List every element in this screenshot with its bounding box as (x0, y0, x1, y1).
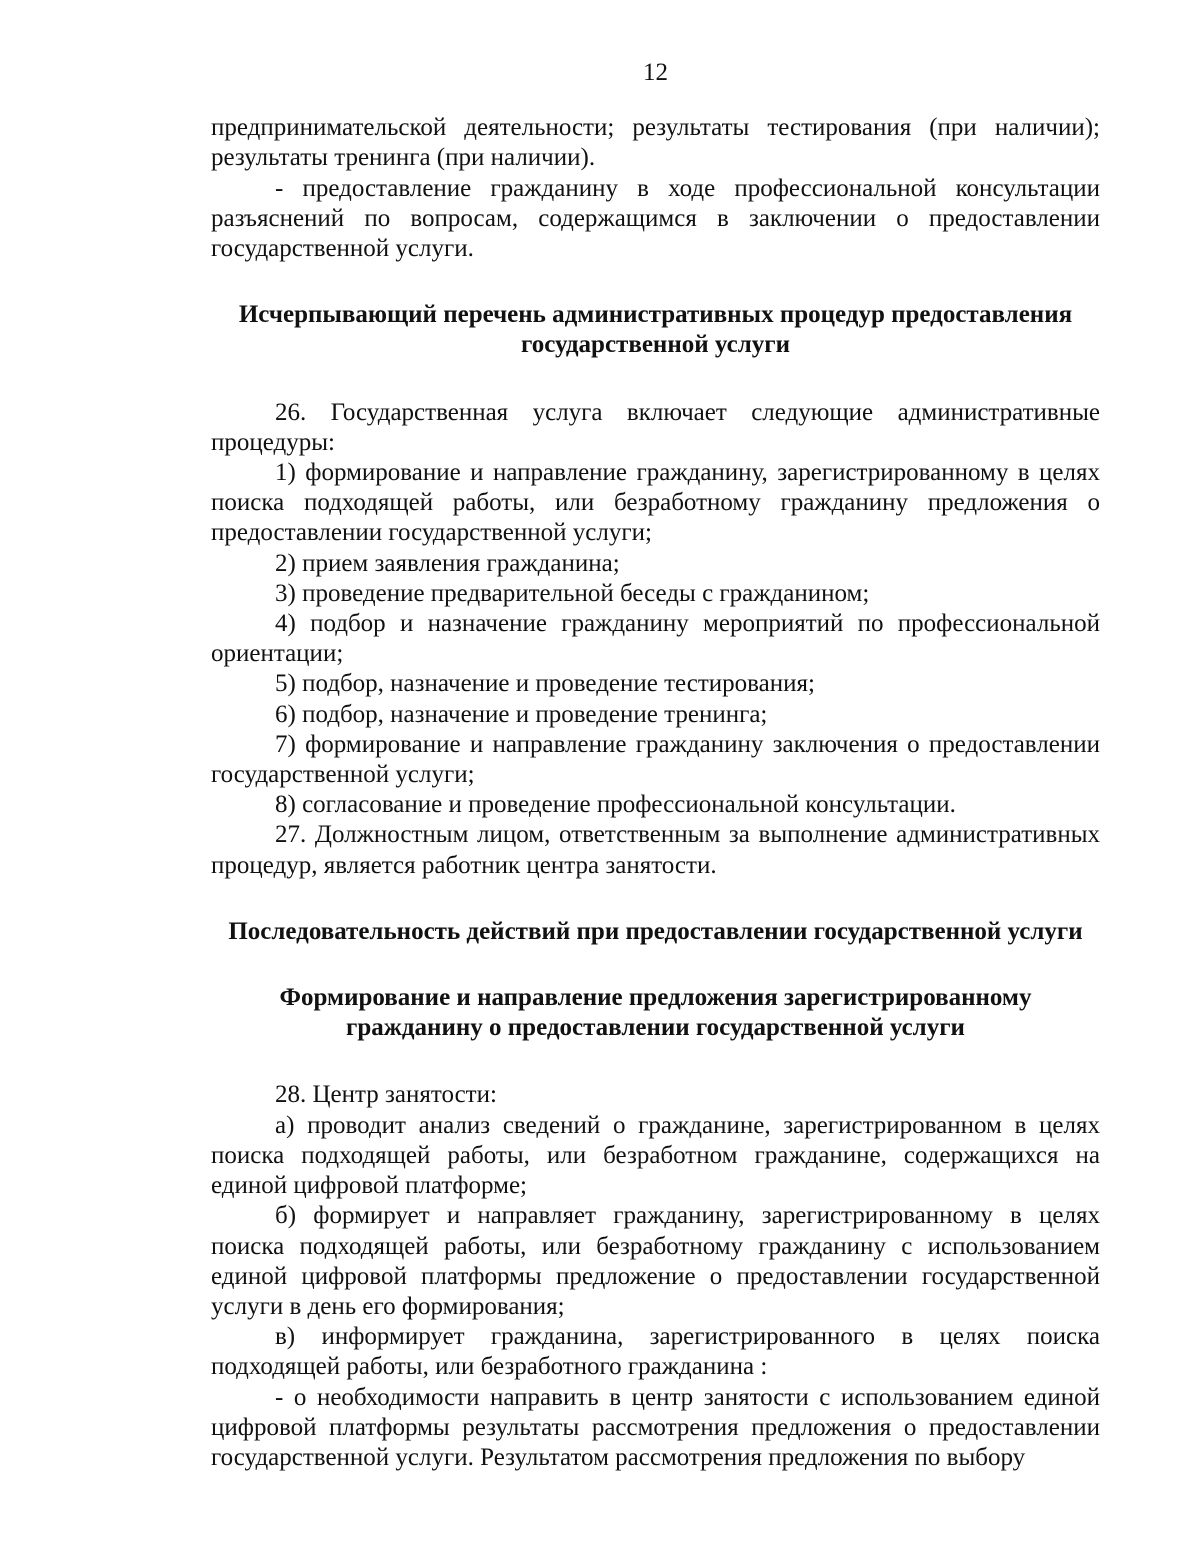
list-item-28-b: б) формирует и направляет гражданину, зарегистрированному в целях поиска подходящей работы, или безработному гражданину с использованием единой цифровой платформы предложение о предоставлении государственной услуги в день его формирования; (211, 1202, 1100, 1320)
list-item-26-7: 7) формирование и направление гражданину заключения о предоставлении государственной услуги; (211, 730, 1100, 789)
page-number: 12 (643, 59, 668, 86)
paragraph-continuation: предпринимательской деятельности; результаты тестирования (при наличии); результаты тренинга (при наличии). (211, 114, 1100, 172)
paragraph-26-intro: 26. Государственная услуга включает следующие административные процедуры: (211, 398, 1100, 456)
paragraph-28-intro: 28. Центр занятости: (275, 1081, 497, 1109)
list-item-26-1: 1) формирование и направление гражданину, зарегистрированному в целях поиска подходящей работы, или безработному гражданину предложения о предоставлении государственной услуги; (211, 459, 1100, 547)
list-item-28-v: в) информирует гражданина, зарегистрированного в целях поиска подходящей работы, или безработного гражданина : (211, 1323, 1100, 1381)
paragraph-27: 27. Должностным лицом, ответственным за выполнение административных процедур, является работник центра занятости. (211, 821, 1100, 879)
section-heading-sequence: Последовательность действий при предоставлении государственной услуги (228, 917, 1083, 945)
list-item-26-6: 6) подбор, назначение и проведение тренинга; (275, 700, 768, 728)
list-item-28-a: а) проводит анализ сведений о гражданине, зарегистрированном в целях поиска подходящей работы, или безработном гражданине, содержащихся на единой цифровой платформе; (211, 1111, 1100, 1200)
list-item-26-5: 5) подбор, назначение и проведение тестирования; (275, 670, 815, 698)
list-item-26-4: 4) подбор и назначение гражданину мероприятий по профессиональной ориентации; (211, 610, 1100, 668)
section-heading-procedures-list: Исчерпывающий перечень административных процедур предоставления государственной услуги (238, 301, 1073, 359)
list-item-26-2: 2) прием заявления гражданина; (275, 549, 620, 577)
subsection-heading-offer: Формирование и направление предложения зарегистрированному гражданину о предоставлении государственной услуги (279, 984, 1032, 1042)
list-item-26-3: 3) проведение предварительной беседы с гражданином; (275, 579, 870, 607)
list-item-28-dash: - о необходимости направить в центр занятости с использованием единой цифровой платформы результаты рассмотрения предложения о предоставлении государственной услуги. Результатом рассмотрения предложения по выбору (211, 1383, 1100, 1471)
list-item-26-8: 8) согласование и проведение профессиональной консультации. (275, 791, 956, 819)
document-page (211, 58, 1100, 1473)
paragraph-consultation-clarification: - предоставление гражданину в ходе профессиональной консультации разъяснений по вопросам, содержащимся в заключении о предоставлении государственной услуги. (211, 174, 1100, 263)
